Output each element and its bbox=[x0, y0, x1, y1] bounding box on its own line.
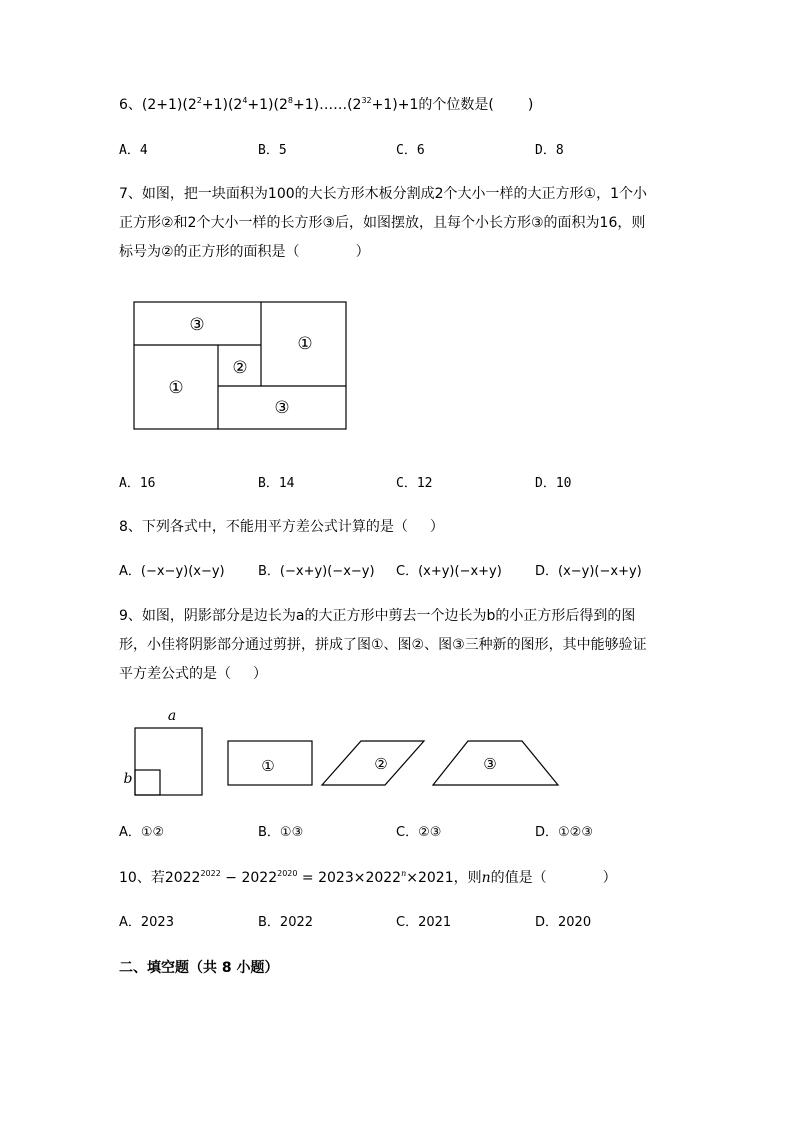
q6-stem: 6、$(2+1)(2^2+1)(2^4+1)(2^8+1)\dots\dots(2^{32}+1)+1$的个位数是( ) bbox=[119, 96, 534, 113]
q9-label-a: a bbox=[167, 708, 177, 724]
q9-option-a: A．①② bbox=[119, 825, 165, 840]
q7-option-d: D．10 bbox=[535, 476, 572, 491]
q10-option-d: D．2020 bbox=[535, 915, 592, 930]
q9-option-b: B．①③ bbox=[258, 825, 304, 840]
q9-stem-line3: 平方差公式的是（ ） bbox=[119, 666, 267, 682]
q10-option-a: A．2023 bbox=[119, 915, 174, 930]
q7-option-b: B．14 bbox=[258, 476, 295, 491]
q8-option-c: C．(x+y)(−x+y) bbox=[396, 564, 502, 579]
q9-figure bbox=[118, 702, 568, 802]
q7-stem-line3: 标号为②的正方形的面积是（ ） bbox=[119, 244, 370, 260]
q8-stem: 8、下列各式中，不能用平方差公式计算的是（ ） bbox=[119, 519, 444, 535]
q9-stem-line2: 形，小佳将阴影部分通过剪拼，拼成了图①、图②、图③三种新的图形，其中能够验证 bbox=[119, 637, 647, 653]
q10-stem: 10、若$2022^{2022} - 2022^{2020} = 2023\times 2022^n\times 2021$，则n的值是（ ） bbox=[119, 869, 617, 886]
q9-stem-line1: 9、如图，阴影部分是边长为a的大正方形中剪去一个边长为b的小正方形后得到的图 bbox=[119, 608, 636, 624]
q9-label-shape3: ③ bbox=[483, 755, 497, 773]
q6-option-a: A．4 bbox=[119, 143, 148, 158]
q7-label-square2: ② bbox=[232, 358, 248, 378]
q8-option-b: B．(−x+y)(−x−y) bbox=[258, 564, 375, 579]
q9-option-c: C．②③ bbox=[396, 825, 442, 840]
q9-label-shape2: ② bbox=[374, 755, 388, 773]
q6-option-d: D．8 bbox=[535, 143, 564, 158]
q8-option-a: A．(−x−y)(x−y) bbox=[119, 564, 225, 579]
q6-option-c: C．6 bbox=[396, 143, 425, 158]
q7-option-c: C．12 bbox=[396, 476, 433, 491]
q7-label-rect3-top: ③ bbox=[189, 315, 205, 335]
q10-option-b: B．2022 bbox=[258, 915, 314, 930]
q8-option-d: D．(x−y)(−x+y) bbox=[535, 564, 642, 579]
q9-big-square bbox=[135, 728, 202, 795]
q9-shape2-parallelogram bbox=[322, 741, 424, 785]
q7-figure bbox=[128, 296, 358, 436]
q9-option-d: D．①②③ bbox=[535, 825, 593, 840]
q9-small-square bbox=[135, 770, 160, 795]
q9-label-b: b bbox=[123, 771, 133, 787]
section-title-fill-in: 二、填空题（共 8 小题） bbox=[119, 960, 279, 976]
q9-label-shape1: ① bbox=[261, 757, 275, 775]
q7-stem-line2: 正方形②和2个大小一样的长方形③后，如图摆放，且每个小长方形③的面积为16，则 bbox=[119, 215, 646, 231]
q10-option-c: C．2021 bbox=[396, 915, 452, 930]
q6-option-b: B．5 bbox=[258, 143, 287, 158]
q7-stem-line1: 7、如图，把一块面积为100的大长方形木板分割成2个大小一样的大正方形①，1个小 bbox=[119, 186, 647, 202]
q7-label-square1-left: ① bbox=[168, 378, 184, 398]
q7-label-square1-right: ① bbox=[297, 334, 313, 354]
q7-label-rect3-bottom: ③ bbox=[274, 398, 290, 418]
q7-option-a: A．16 bbox=[119, 476, 156, 491]
